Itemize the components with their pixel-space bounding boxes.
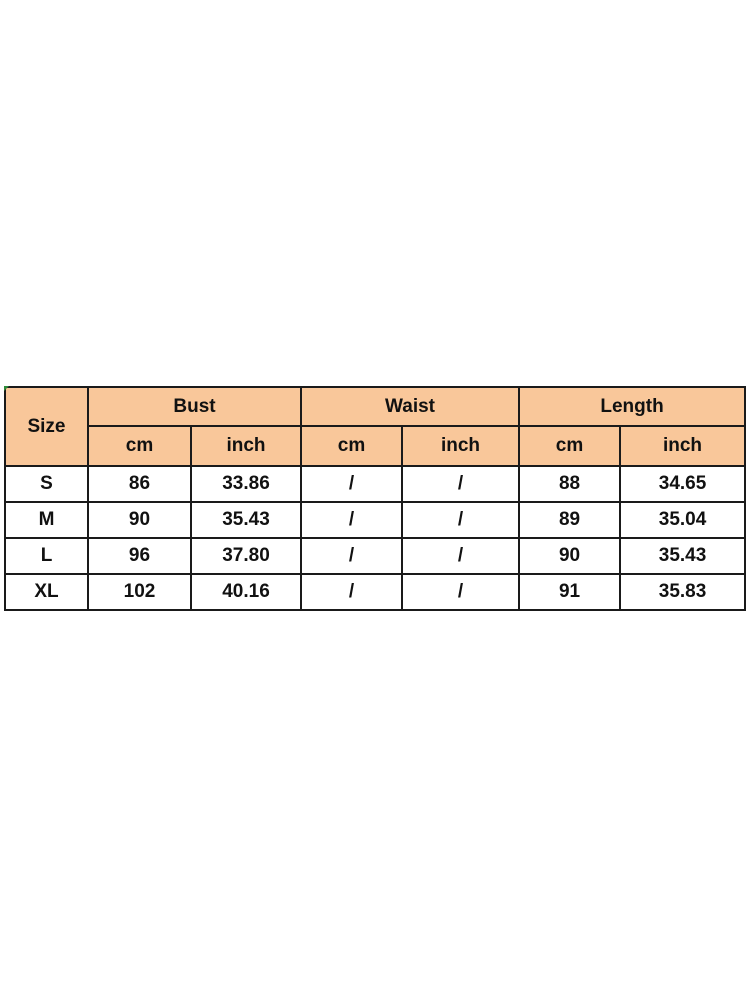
bust-header: Bust bbox=[88, 387, 301, 426]
size-chart-table bbox=[4, 386, 746, 611]
table-row bbox=[5, 538, 745, 574]
header-row-units bbox=[5, 426, 745, 466]
size-header: Size bbox=[5, 387, 88, 466]
length-cm-cell: 90 bbox=[519, 538, 620, 574]
header-row-groups bbox=[5, 387, 745, 426]
length-inch-header: inch bbox=[620, 426, 745, 466]
waist-cm-cell: / bbox=[301, 574, 402, 610]
waist-inch-header: inch bbox=[402, 426, 519, 466]
corner-marker bbox=[4, 386, 9, 391]
bust-cm-cell: 86 bbox=[88, 466, 191, 502]
waist-cm-cell: / bbox=[301, 466, 402, 502]
bust-inch-cell: 33.86 bbox=[191, 466, 301, 502]
length-inch-cell: 35.04 bbox=[620, 502, 745, 538]
length-cm-cell: 91 bbox=[519, 574, 620, 610]
bust-inch-cell: 40.16 bbox=[191, 574, 301, 610]
length-inch-cell: 35.83 bbox=[620, 574, 745, 610]
size-cell: L bbox=[5, 538, 88, 574]
length-cm-cell: 88 bbox=[519, 466, 620, 502]
waist-cm-cell: / bbox=[301, 538, 402, 574]
length-header: Length bbox=[519, 387, 745, 426]
size-cell: XL bbox=[5, 574, 88, 610]
bust-inch-header: inch bbox=[191, 426, 301, 466]
bust-cm-cell: 96 bbox=[88, 538, 191, 574]
table-row bbox=[5, 574, 745, 610]
waist-inch-cell: / bbox=[402, 466, 519, 502]
table-row bbox=[5, 502, 745, 538]
bust-inch-cell: 37.80 bbox=[191, 538, 301, 574]
size-cell: M bbox=[5, 502, 88, 538]
length-cm-cell: 89 bbox=[519, 502, 620, 538]
waist-header: Waist bbox=[301, 387, 519, 426]
bust-inch-cell: 35.43 bbox=[191, 502, 301, 538]
waist-inch-cell: / bbox=[402, 538, 519, 574]
length-cm-header: cm bbox=[519, 426, 620, 466]
waist-cm-header: cm bbox=[301, 426, 402, 466]
bust-cm-header: cm bbox=[88, 426, 191, 466]
bust-cm-cell: 102 bbox=[88, 574, 191, 610]
length-inch-cell: 35.43 bbox=[620, 538, 745, 574]
table-row bbox=[5, 466, 745, 502]
waist-inch-cell: / bbox=[402, 574, 519, 610]
length-inch-cell: 34.65 bbox=[620, 466, 745, 502]
bust-cm-cell: 90 bbox=[88, 502, 191, 538]
size-cell: S bbox=[5, 466, 88, 502]
waist-cm-cell: / bbox=[301, 502, 402, 538]
waist-inch-cell: / bbox=[402, 502, 519, 538]
